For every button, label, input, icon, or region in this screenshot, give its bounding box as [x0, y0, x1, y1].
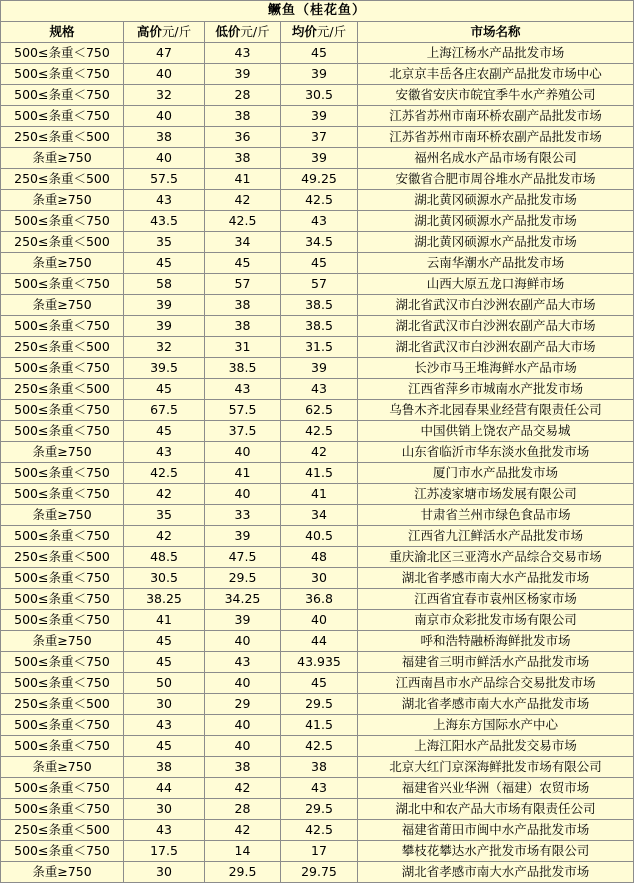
cell-avg: 37 — [281, 127, 358, 148]
cell-high: 43 — [124, 190, 205, 211]
cell-spec: 条重≥750 — [1, 190, 124, 211]
title-row — [1, 1, 634, 22]
cell-spec: 500≤条重＜750 — [1, 106, 124, 127]
cell-spec: 250≤条重＜500 — [1, 169, 124, 190]
cell-market: 北京大红门京深海鲜批发市场有限公司 — [358, 757, 634, 778]
cell-low: 40 — [205, 631, 281, 652]
cell-avg: 40.5 — [281, 526, 358, 547]
cell-avg: 43.935 — [281, 652, 358, 673]
cell-low: 57.5 — [205, 400, 281, 421]
cell-high: 58 — [124, 274, 205, 295]
cell-high: 40 — [124, 106, 205, 127]
cell-spec: 250≤条重＜500 — [1, 694, 124, 715]
cell-avg: 38 — [281, 757, 358, 778]
cell-market: 攀枝花攀达水产批发市场有限公司 — [358, 841, 634, 862]
cell-high: 35 — [124, 232, 205, 253]
cell-avg: 29.75 — [281, 862, 358, 883]
cell-avg: 42.5 — [281, 190, 358, 211]
cell-low: 40 — [205, 736, 281, 757]
cell-avg: 62.5 — [281, 400, 358, 421]
cell-low: 40 — [205, 715, 281, 736]
cell-avg: 39 — [281, 358, 358, 379]
table-row — [1, 736, 634, 757]
table-row — [1, 421, 634, 442]
table-row — [1, 85, 634, 106]
cell-high: 32 — [124, 337, 205, 358]
cell-market: 上海东方国际水产中心 — [358, 715, 634, 736]
header-avg-main: 均价 — [291, 24, 317, 39]
cell-avg: 42.5 — [281, 421, 358, 442]
cell-spec: 500≤条重＜750 — [1, 568, 124, 589]
cell-low: 29.5 — [205, 862, 281, 883]
cell-avg: 38.5 — [281, 295, 358, 316]
cell-spec: 250≤条重＜500 — [1, 337, 124, 358]
cell-avg: 30.5 — [281, 85, 358, 106]
cell-high: 42 — [124, 526, 205, 547]
cell-market: 甘肃省兰州市绿色食品市场 — [358, 505, 634, 526]
cell-market: 重庆渝北区三亚湾水产品综合交易市场 — [358, 547, 634, 568]
header-low-unit: 元/斤 — [240, 24, 270, 39]
cell-high: 40 — [124, 64, 205, 85]
table-row — [1, 799, 634, 820]
cell-market: 安徽省合肥市周谷堆水产品批发市场 — [358, 169, 634, 190]
cell-spec: 500≤条重＜750 — [1, 463, 124, 484]
table-row — [1, 148, 634, 169]
cell-low: 37.5 — [205, 421, 281, 442]
cell-spec: 500≤条重＜750 — [1, 421, 124, 442]
cell-avg: 31.5 — [281, 337, 358, 358]
cell-high: 39 — [124, 295, 205, 316]
cell-low: 29.5 — [205, 568, 281, 589]
cell-market: 乌鲁木齐北园春果业经营有限责任公司 — [358, 400, 634, 421]
cell-spec: 250≤条重＜500 — [1, 547, 124, 568]
cell-market: 北京京丰岳各庄农副产品批发市场中心 — [358, 64, 634, 85]
cell-spec: 500≤条重＜750 — [1, 841, 124, 862]
cell-avg: 30 — [281, 568, 358, 589]
cell-high: 42 — [124, 484, 205, 505]
table-row — [1, 211, 634, 232]
cell-avg: 43 — [281, 211, 358, 232]
cell-low: 34.25 — [205, 589, 281, 610]
cell-avg: 34 — [281, 505, 358, 526]
cell-market: 南京市众彩批发市场有限公司 — [358, 610, 634, 631]
cell-market: 江西省九江鲜活水产品批发市场 — [358, 526, 634, 547]
cell-low: 34 — [205, 232, 281, 253]
table-row — [1, 274, 634, 295]
cell-market: 湖北省武汉市白沙洲农副产品大市场 — [358, 295, 634, 316]
cell-low: 42 — [205, 190, 281, 211]
cell-avg: 41 — [281, 484, 358, 505]
cell-spec: 500≤条重＜750 — [1, 85, 124, 106]
header-avg — [281, 22, 358, 43]
cell-market: 上海江杨水产品批发市场 — [358, 43, 634, 64]
cell-spec: 500≤条重＜750 — [1, 358, 124, 379]
cell-avg: 45 — [281, 673, 358, 694]
cell-spec: 250≤条重＜500 — [1, 232, 124, 253]
header-spec: 规格 — [1, 22, 124, 43]
cell-spec: 500≤条重＜750 — [1, 610, 124, 631]
table-row — [1, 337, 634, 358]
cell-spec: 500≤条重＜750 — [1, 652, 124, 673]
cell-avg: 42.5 — [281, 736, 358, 757]
cell-high: 45 — [124, 736, 205, 757]
table-row — [1, 715, 634, 736]
cell-spec: 500≤条重＜750 — [1, 778, 124, 799]
cell-spec: 条重≥750 — [1, 442, 124, 463]
cell-high: 39 — [124, 316, 205, 337]
cell-market: 江西南昌市水产品综合交易批发市场 — [358, 673, 634, 694]
cell-low: 39 — [205, 610, 281, 631]
table-row — [1, 295, 634, 316]
cell-high: 45 — [124, 421, 205, 442]
table-row — [1, 232, 634, 253]
cell-low: 41 — [205, 463, 281, 484]
cell-market: 厦门市水产品批发市场 — [358, 463, 634, 484]
table-row — [1, 547, 634, 568]
table-row — [1, 484, 634, 505]
cell-high: 45 — [124, 652, 205, 673]
cell-spec: 250≤条重＜500 — [1, 127, 124, 148]
cell-market: 长沙市马王堆海鲜水产品市场 — [358, 358, 634, 379]
table-row — [1, 631, 634, 652]
cell-high: 44 — [124, 778, 205, 799]
cell-spec: 条重≥750 — [1, 631, 124, 652]
table-row — [1, 442, 634, 463]
header-low-main: 低价 — [215, 24, 241, 39]
cell-low: 43 — [205, 43, 281, 64]
cell-high: 38 — [124, 127, 205, 148]
header-high — [124, 22, 205, 43]
table-row — [1, 400, 634, 421]
cell-market: 江苏省苏州市南环桥农副产品批发市场 — [358, 127, 634, 148]
cell-market: 湖北省孝感市南大水产品批发市场 — [358, 862, 634, 883]
header-high-main: 高价 — [136, 24, 162, 39]
cell-high: 30 — [124, 799, 205, 820]
cell-avg: 36.8 — [281, 589, 358, 610]
cell-avg: 42 — [281, 442, 358, 463]
table-row — [1, 652, 634, 673]
header-low — [205, 22, 281, 43]
cell-high: 43 — [124, 820, 205, 841]
cell-spec: 条重≥750 — [1, 253, 124, 274]
table-row — [1, 64, 634, 85]
cell-market: 云南华潮水产品批发市场 — [358, 253, 634, 274]
table-row — [1, 169, 634, 190]
cell-spec: 500≤条重＜750 — [1, 736, 124, 757]
cell-low: 29 — [205, 694, 281, 715]
table-row — [1, 610, 634, 631]
cell-market: 江西省萍乡市城南水产批发市场 — [358, 379, 634, 400]
cell-market: 呼和浩特融桥海鲜批发市场 — [358, 631, 634, 652]
table-row — [1, 190, 634, 211]
cell-high: 30 — [124, 694, 205, 715]
cell-spec: 条重≥750 — [1, 148, 124, 169]
cell-market: 山西大原五龙口海鲜市场 — [358, 274, 634, 295]
cell-high: 30 — [124, 862, 205, 883]
cell-low: 28 — [205, 85, 281, 106]
cell-market: 湖北黄冈硕源水产品批发市场 — [358, 211, 634, 232]
cell-spec: 500≤条重＜750 — [1, 211, 124, 232]
table-row — [1, 526, 634, 547]
cell-market: 湖北中和农产品大市场有限责任公司 — [358, 799, 634, 820]
cell-market: 福建省莆田市闽中水产品批发市场 — [358, 820, 634, 841]
cell-spec: 条重≥750 — [1, 757, 124, 778]
cell-avg: 41.5 — [281, 463, 358, 484]
cell-high: 43 — [124, 442, 205, 463]
cell-spec: 500≤条重＜750 — [1, 316, 124, 337]
table-row — [1, 253, 634, 274]
cell-market: 湖北黄冈硕源水产品批发市场 — [358, 190, 634, 211]
cell-market: 安徽省安庆市皖宜季牛水产养殖公司 — [358, 85, 634, 106]
cell-market: 上海江阳水产品批发交易市场 — [358, 736, 634, 757]
header-avg-unit: 元/斤 — [316, 24, 347, 39]
cell-market: 福建省三明市鲜活水产品批发市场 — [358, 652, 634, 673]
table-row — [1, 589, 634, 610]
cell-avg: 41.5 — [281, 715, 358, 736]
header-market: 市场名称 — [358, 22, 634, 43]
cell-market: 湖北省武汉市白沙洲农副产品大市场 — [358, 337, 634, 358]
cell-high: 43 — [124, 715, 205, 736]
cell-spec: 500≤条重＜750 — [1, 484, 124, 505]
table-row — [1, 43, 634, 64]
cell-high: 67.5 — [124, 400, 205, 421]
cell-low: 40 — [205, 484, 281, 505]
cell-market: 湖北省孝感市南大水产品批发市场 — [358, 694, 634, 715]
cell-spec: 条重≥750 — [1, 295, 124, 316]
cell-low: 42.5 — [205, 211, 281, 232]
cell-high: 39.5 — [124, 358, 205, 379]
cell-market: 中国供销上饶农产品交易城 — [358, 421, 634, 442]
table-row — [1, 673, 634, 694]
cell-avg: 42.5 — [281, 820, 358, 841]
cell-low: 28 — [205, 799, 281, 820]
cell-low: 33 — [205, 505, 281, 526]
cell-low: 38 — [205, 316, 281, 337]
cell-spec: 条重≥750 — [1, 862, 124, 883]
cell-low: 42 — [205, 820, 281, 841]
table-row — [1, 358, 634, 379]
cell-avg: 57 — [281, 274, 358, 295]
cell-high: 57.5 — [124, 169, 205, 190]
cell-spec: 500≤条重＜750 — [1, 526, 124, 547]
cell-high: 38 — [124, 757, 205, 778]
cell-avg: 40 — [281, 610, 358, 631]
table-row — [1, 757, 634, 778]
cell-market: 湖北黄冈硕源水产品批发市场 — [358, 232, 634, 253]
table-body — [1, 43, 634, 883]
cell-high: 43.5 — [124, 211, 205, 232]
table-row — [1, 778, 634, 799]
table-title: 鳜鱼（桂花鱼） — [1, 1, 634, 22]
table-row — [1, 862, 634, 883]
cell-market: 湖北省武汉市白沙洲农副产品大市场 — [358, 316, 634, 337]
cell-low: 40 — [205, 442, 281, 463]
cell-high: 50 — [124, 673, 205, 694]
cell-spec: 250≤条重＜500 — [1, 379, 124, 400]
table-row — [1, 127, 634, 148]
cell-avg: 39 — [281, 106, 358, 127]
cell-avg: 44 — [281, 631, 358, 652]
cell-spec: 500≤条重＜750 — [1, 589, 124, 610]
table-row — [1, 505, 634, 526]
cell-avg: 48 — [281, 547, 358, 568]
cell-low: 31 — [205, 337, 281, 358]
cell-high: 30.5 — [124, 568, 205, 589]
cell-market: 江苏省苏州市南环桥农副产品批发市场 — [358, 106, 634, 127]
header-high-unit: 元/斤 — [161, 24, 192, 39]
cell-low: 43 — [205, 379, 281, 400]
cell-market: 山东省临沂市华东淡水鱼批发市场 — [358, 442, 634, 463]
table-row — [1, 463, 634, 484]
cell-low: 39 — [205, 526, 281, 547]
cell-high: 48.5 — [124, 547, 205, 568]
cell-low: 40 — [205, 673, 281, 694]
cell-low: 45 — [205, 253, 281, 274]
cell-high: 45 — [124, 379, 205, 400]
cell-avg: 43 — [281, 379, 358, 400]
cell-market: 福州名成水产品市场有限公司 — [358, 148, 634, 169]
cell-market: 江西省宜春市袁州区杨家市场 — [358, 589, 634, 610]
cell-high: 32 — [124, 85, 205, 106]
cell-low: 57 — [205, 274, 281, 295]
cell-avg: 39 — [281, 148, 358, 169]
cell-avg: 29.5 — [281, 799, 358, 820]
cell-avg: 45 — [281, 253, 358, 274]
cell-low: 42 — [205, 778, 281, 799]
table-row — [1, 106, 634, 127]
cell-low: 38 — [205, 295, 281, 316]
cell-low: 36 — [205, 127, 281, 148]
cell-avg: 39 — [281, 64, 358, 85]
cell-market: 江苏凌家塘市场发展有限公司 — [358, 484, 634, 505]
table-row — [1, 841, 634, 862]
cell-high: 47 — [124, 43, 205, 64]
cell-spec: 条重≥750 — [1, 505, 124, 526]
cell-high: 41 — [124, 610, 205, 631]
cell-high: 42.5 — [124, 463, 205, 484]
cell-spec: 500≤条重＜750 — [1, 43, 124, 64]
cell-avg: 38.5 — [281, 316, 358, 337]
cell-high: 45 — [124, 253, 205, 274]
table-row — [1, 379, 634, 400]
cell-low: 14 — [205, 841, 281, 862]
cell-spec: 250≤条重＜500 — [1, 820, 124, 841]
cell-high: 17.5 — [124, 841, 205, 862]
table-row — [1, 316, 634, 337]
table-row — [1, 568, 634, 589]
cell-high: 35 — [124, 505, 205, 526]
cell-avg: 29.5 — [281, 694, 358, 715]
cell-avg: 49.25 — [281, 169, 358, 190]
cell-low: 47.5 — [205, 547, 281, 568]
cell-low: 38 — [205, 757, 281, 778]
cell-spec: 500≤条重＜750 — [1, 64, 124, 85]
cell-avg: 17 — [281, 841, 358, 862]
table-row — [1, 820, 634, 841]
cell-low: 38.5 — [205, 358, 281, 379]
cell-avg: 34.5 — [281, 232, 358, 253]
cell-spec: 500≤条重＜750 — [1, 799, 124, 820]
cell-spec: 500≤条重＜750 — [1, 274, 124, 295]
header-row — [1, 22, 634, 43]
cell-spec: 500≤条重＜750 — [1, 715, 124, 736]
cell-spec: 500≤条重＜750 — [1, 673, 124, 694]
cell-low: 43 — [205, 652, 281, 673]
cell-spec: 500≤条重＜750 — [1, 400, 124, 421]
cell-avg: 43 — [281, 778, 358, 799]
cell-low: 41 — [205, 169, 281, 190]
cell-low: 39 — [205, 64, 281, 85]
cell-low: 38 — [205, 148, 281, 169]
cell-high: 38.25 — [124, 589, 205, 610]
cell-high: 45 — [124, 631, 205, 652]
cell-low: 38 — [205, 106, 281, 127]
table-row — [1, 694, 634, 715]
cell-market: 湖北省孝感市南大水产品批发市场 — [358, 568, 634, 589]
cell-market: 福建省兴业华洲（福建）农贸市场 — [358, 778, 634, 799]
cell-high: 40 — [124, 148, 205, 169]
cell-avg: 45 — [281, 43, 358, 64]
